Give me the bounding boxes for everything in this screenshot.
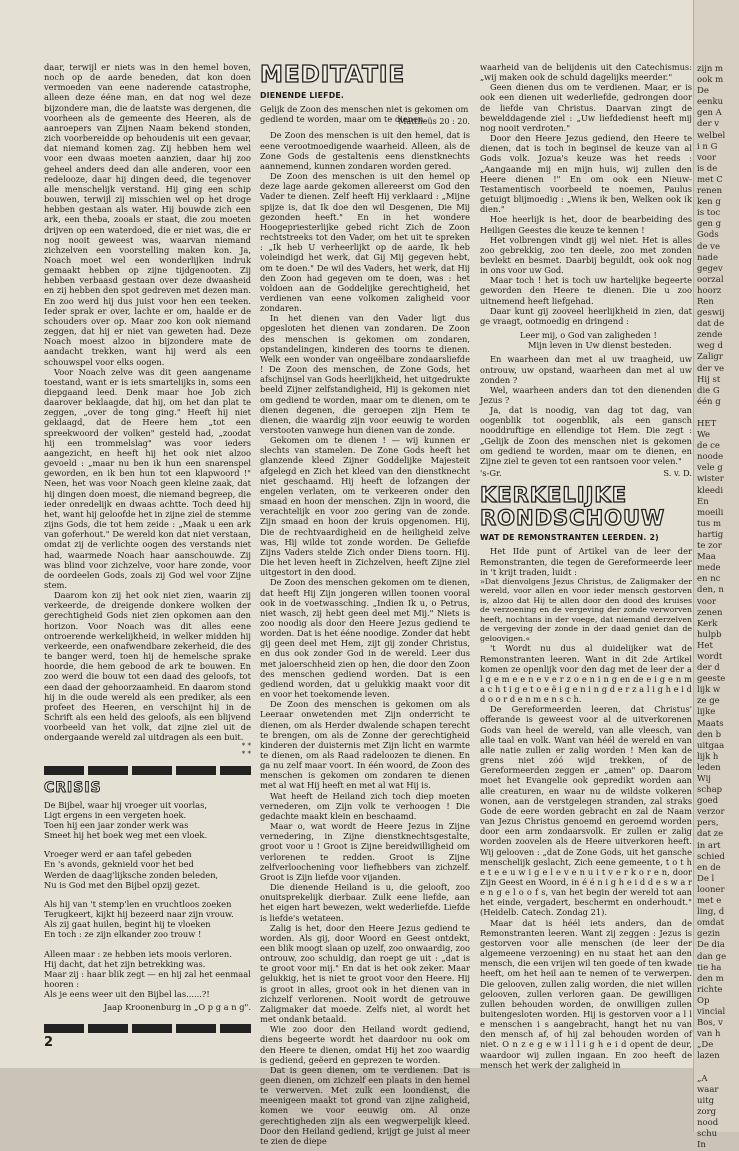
- adjacent-page-line: wister: [697, 474, 724, 485]
- signature-place: 's-Gr.: [480, 468, 502, 479]
- adjacent-page-line: Op: [697, 995, 710, 1006]
- paragraph: In het dienen van den Vader ligt dus opgesloten het dienen van zondaren. De Zoon des menschen is gekomen om zondaren, opstandelingen, kinderen des toorns te dienen. Welk een wonder van ongeëlbare zondaarsliefde ! De Zoon des menschen, de Zone Gods, het afschijnsel van Gods heerlijkheid, het uitgedrukte beeld Zijner zelfstandigheid, Hij is gekomen niet om gediend te worden, maar om te dienen, om te dienen degenen, die geroepen zijn Hem te dienen, die waardig zijn voor eeuwig te worden verstooten vanwege hun dienen van de zonde.: [260, 313, 470, 435]
- paragraph: Dat is geen dienen, om te verdienen. Dat is geen dienen, om zichzelf een plaats in den hemel te verwerven. Met zulk een loondienst, die meenigeen maakt tot grond van zijne zaligheid, komen we voor eeuwig om. Al onze gerechtigheden zijn als een wegwerpelijk kleed. Door den Heiland gediend, krijgt ge juist al meer te zien de diepe: [260, 1064, 470, 1146]
- paragraph: Het volbrengen vindt gij wel niet. Het is alles zoo gebrekkig, zoo ten deele, zoo met zonden bevlekt en besmet. Daarbij beguldt, ook ook nog in ons voor uw God.: [480, 234, 692, 276]
- paragraph: Geen dienen dus om te verdienen. Maar, er is ook een dienen uit wederliefde, gedrongen door de liefde van Christus. Daarvan zingt de bewelddagende ziel : „Uw liefdedienst heeft mij nog nooit verdroten.": [480, 82, 692, 133]
- adjacent-page-line: Zaligr: [697, 352, 723, 363]
- decorative-divider: [44, 766, 251, 775]
- adjacent-page-line: tus m: [697, 518, 722, 529]
- adjacent-page-line: met e: [697, 896, 722, 907]
- poem-line: Ligt ergens in een vergeten hoek.: [44, 809, 187, 820]
- signature-initials: S. v. D.: [663, 468, 692, 479]
- adjacent-page-line: Wij: [697, 774, 711, 784]
- section-title-rondschouw: RONDSCHOUW: [480, 506, 666, 531]
- poem-line: Hij dacht, dat het zijn betrekking was.: [44, 958, 206, 969]
- poem-line: Maar zij : haar blik zegt — en hij zal het eenmaal hooren :: [44, 968, 251, 989]
- paragraph: Wel, waarheen anders dan tot den dienenden Jezus ?: [480, 384, 692, 405]
- adjacent-page-line: den b: [697, 729, 722, 740]
- adjacent-page-line: met C: [697, 174, 723, 185]
- poem-line: Smeet hij het boek weg met een vloek.: [44, 830, 208, 841]
- paragraph: Het IIde punt of Artikel van de leer der Remonstranten, die tegen de Gereformeerde leer in 't krijt traden, luidt :: [480, 546, 692, 577]
- adjacent-page-line: verzor: [697, 807, 725, 818]
- poem-line: Als hij van 't stemp'len en vruchtloos zoeken: [44, 898, 232, 909]
- paragraph: Wie zoo door den Heiland wordt gediend, diens begeerte wordt het daardoor nu ook om den Heere te dienen, omdat Hij het zoo waardig is gediend, geëerd en geprezen te worden.: [260, 1024, 470, 1065]
- adjacent-page-line: omdat: [697, 918, 725, 929]
- adjacent-page-line: moeili: [697, 507, 724, 518]
- adjacent-page-line: uitg: [697, 1095, 715, 1106]
- paragraph: Wat heeft de Heiland zich toch diep moeten vernederen, om Zijn volk te verhoogen ! Die gedachte maakt klein en beschaamd.: [260, 790, 470, 821]
- adjacent-page-line: leden: [697, 762, 721, 773]
- adjacent-page-line: schu: [697, 1129, 718, 1139]
- adjacent-page-line: de ve: [697, 241, 721, 252]
- column-left: [44, 62, 251, 1041]
- adjacent-page-line: HET: [697, 419, 717, 429]
- adjacent-page-line: der v: [697, 119, 720, 130]
- adjacent-page-line: die G: [697, 385, 720, 396]
- adjacent-page-line: hartig: [697, 529, 724, 540]
- adjacent-page-line: schap: [697, 785, 723, 796]
- adjacent-page-line: [694, 408, 739, 419]
- paragraph: waarheid van de belijdenis uit den Catechismus: „wij maken ook de schuld dagelijks meerder.": [480, 62, 692, 83]
- adjacent-page-line: lijk h: [697, 751, 719, 762]
- adjacent-page-line: zijn m: [697, 64, 724, 74]
- paragraph: Gekomen om te dienen ! — wij kunnen er slechts van stamelen. De Zone Gods heeft het glanzende kleed Zijner Goddelijke Majesteit afgelegd en Zich het kleed van den dienstknecht niet geschaamd. Hij heeft de lofzangen der engelen verlaten, om te verkeeren onder den smaad en hoon der menschen. Zijn in woord, die verachtelijk en voor zoo gering van de zonde. Zijn smaad en hoon der kruis opgenomen. Hij, Die de rechtvaardigheid en de heiligheid zelve was, Hij wilde tot zonde worden. De Geliefde Zijns Vaders stelde Zich onder Diens toorn. Hij. Die het leven heeft in Zichzelven, heeft Zijne ziel uitgestort in den dood.: [260, 435, 470, 578]
- adjacent-page-line: zenen: [697, 607, 723, 618]
- adjacent-page-line: goed: [697, 796, 719, 807]
- paragraph: Hoe heerlijk is het, door de bearbeiding des Heiligen Geestes die keuze te kennen !: [480, 214, 692, 235]
- paragraph: En waarheen dan met al uw traagheid, uw ontrouw, uw opstand, waarheen dan met al uw zonden ?: [480, 354, 692, 385]
- adjacent-page-text: [694, 64, 739, 1151]
- adjacent-page-line: hulpb: [697, 629, 722, 640]
- adjacent-page-line: vele g: [697, 463, 723, 474]
- paragraph: De Zoon des menschen is uit den hemel op deze lage aarde gekomen allereerst om God den Vader te dienen. Zelf heeft Hij verklaard : „Mijne spijze is, dat Ik doe den wil Desgenen, Die Mij gezonden heeft." En in het wondere Hoogepriesterlijke gebed richt Zich de Zoon rechtstreeks tot den Vader, om het uit te spreken : „Ik heb U verheerlijkt op de aarde, Ik heb voleindigd het werk, dat Gij Mij gegeven hebt, om te doen." De wil des Vaders, het werk, dat Hij den Zoon had gegeven om te doen, was : het voldoen aan de Goddelijke gerechtigheid, het verdienen van eene volkomen zaligheid voor zondaren.: [260, 171, 470, 314]
- adjacent-page-line: [694, 1062, 739, 1073]
- adjacent-page-line: geswij: [697, 308, 725, 319]
- adjacent-page-line: Gods: [697, 230, 719, 241]
- adjacent-page-line: één g: [697, 396, 721, 407]
- adjacent-page-line: renen: [697, 186, 723, 197]
- paragraph: Door den Heere Jezus gediend, den Heere te dienen, dat is toch in beginsel de keuze van al Gods volk. Jozua's keuze was het reeds : „Aangaande mij en mijn huis, wij zullen den Heere dienen !" En om ook een Nieuw-Testamentisch voorbeeld te noemen, Paulus getuigt blijmoedig : „Wiens ik ben, Welken ook ik dien.": [480, 133, 692, 215]
- adjacent-page-line: Ren: [697, 296, 714, 307]
- adjacent-page-line: oorzal: [697, 274, 724, 285]
- scripture-quote: Gelijk de Zoon des menschen niet is gekomen om gediend te worden, maar om te dienen.: [260, 104, 469, 125]
- poem-line: Alleen maar : ze hebben iets moois verloren.: [44, 948, 232, 959]
- adjacent-page-line: van h: [697, 1029, 721, 1040]
- adjacent-page-line: We: [697, 430, 711, 441]
- adjacent-page-line: dat ze: [697, 829, 724, 840]
- adjacent-page-line: vincial: [697, 1006, 726, 1017]
- verse-line: Leer mij, o God van zaligheden !: [520, 330, 657, 341]
- paragraph: Zalig is het, door den Heere Jezus gediend te worden. Als gij, door Woord en Geest ontdekt, een blik moogt slaan op uzelf, zoo onwaardig, zoo ontrouw, zoo schuldig, dan roept ge uit : „dat is te groot voor mij." En dat is het ook zeker. Maar gelukkig, het is niet te groot voor den Heere. Hij is groot in alles, groot ook in het dienen van in zichzelf verlorenen. Nooit wordt de getrouwe Zaligmaker dat moede. Zelfs niet, al wordt het met ondank betaald.: [260, 922, 470, 1025]
- adjacent-page-line: lijke: [697, 707, 716, 718]
- adjacent-page-line: ken g: [697, 197, 721, 208]
- adjacent-page-line: ling, d: [697, 907, 725, 918]
- paragraph: Die dienende Heiland is u, die gelooft, zoo onuitsprekelijk dierbaar. Zulk eene liefde, aan het eigen hart bewezen, wekt wederliefde. Liefde is liefde's wetateen.: [260, 882, 470, 923]
- article-quote: »Dat dienvolgens Jezus Christus, de Zaligmaker der wereld, voor allen en voor ieder mensch gestorven is, alzoo dat Hij te allen door den dood des kruises de verzoening en de vergeving der zonde verworven heeft, nochtans in der voege, dat niemand derzelven de vergeving der zonde in der daad geniet dan de geloovigen.«: [480, 576, 692, 643]
- paragraph: Voor Noach zelve was dit geen aangename toestand, want er is iets smartelijks in, soms een diepgaand leed. Denk maar hoe Job zich daarover beklaagde, dat hij, om het dan plat te zeggen, „over de tong ging." Heeft hij niet geklaagd, dat de Heere hem „tot een spreekwoord der volken" gesteld had, „zoodat hij een trommelslag" was voor ieders aangezicht, en heeft hij het ook niet alzoo gevoeld : „maar nu ben ik hun een snarenspel geworden, en ik ben hun tot een klapwoord !" Neen, het was voor Noach geen kleine zaak, dat hij dingen doen moest, die niemand begreep, die ieder onredelijk en dwaas achtte. Toch deed hij het, want hij geloofde het in zijne ziel de stemme zijns Gods, die tot hem zeide : „Maak u een ark van goferhout." De wereld kon dat niet verstaan, omdat zij de verlichte oogen des verstands niet had, waarmede Noach haar aanschouwde. Zij was blind voor zichzelve, voor hare zonde, voor de oordeelen Gods, zoals zij God wel voor Zijne stem.: [44, 366, 251, 590]
- adjacent-page-line: voor: [697, 152, 717, 163]
- adjacent-page-line: De: [697, 86, 709, 97]
- adjacent-page-line: gen A: [697, 108, 722, 119]
- section-subtitle: DIENENDE LIEFDE.: [260, 91, 345, 100]
- adjacent-page-line: ze ge: [697, 696, 720, 707]
- paragraph: Ja, dat is noodig, van dag tot dag, van oogenblik tot oogenblik, als een gansch nooddruftige en ellendige tot Hem. Die zegt : „Gelijk de Zoon des menschen niet is gekomen om gediend te worden, maar om te dienen, en Zijne ziel te geven tot een rantsoen voor velen.": [480, 405, 692, 466]
- adjacent-page-line: te zor: [697, 541, 722, 552]
- adjacent-page-line: tie ha: [697, 962, 722, 973]
- adjacent-page-line: der ve: [697, 363, 725, 374]
- adjacent-page-line: noode: [697, 452, 724, 463]
- poem-crisis: [44, 800, 251, 1013]
- adjacent-page-line: gezin: [697, 929, 721, 940]
- adjacent-page-line: eenku: [697, 97, 724, 108]
- paragraph: Maar dat is héél iets anders, dan de Remonstranten leeren. Want zij zeggen : Jezus is gestorven voor alle menschen (de leer der algemeene verzoening) en nu staat het aan den mensch, die een vrijen wil ten goede of ten kwade heeft, om het heil aan te nemen of te verwerpen. Die gelooven, zullen zalig worden, die niet willen gelooven, zullen verloren gaan. De gewilligen zullen behouden worden, de onwilligen zullen buitengesloten worden. Hij is gestorven voor a l l e menschen i s aangebracht, hangt het nu van den mensch af, of hij zal behouden worden of niet. O n z e g e w i l l i g h e i d opent de deur, waardoor wij zullen ingaan. En zoo heeft de mensch het werk der zaligheid in: [480, 917, 692, 1070]
- adjacent-page-line: hoorz: [697, 285, 722, 296]
- adjacent-page-line: dat de: [697, 319, 725, 330]
- adjacent-page-line: looner: [697, 884, 725, 895]
- adjacent-page-line: Het: [697, 640, 713, 651]
- adjacent-page-line: „A: [697, 1073, 708, 1084]
- adjacent-page-line: en nc: [697, 574, 721, 585]
- poem-line: Werden de daag'lijksche zonden beleden,: [44, 869, 219, 880]
- verse: [520, 330, 692, 350]
- poem-line: Terugkeert, kijkt hij bezeerd naar zijn vrouw.: [44, 909, 234, 920]
- adjacent-page-line: waar: [697, 1084, 719, 1095]
- poem-line: Als zij gaat huilen, begint hij te vloeken: [44, 919, 211, 930]
- adjacent-page-line: ook m: [697, 75, 724, 86]
- adjacent-page-line: dan ge: [697, 951, 727, 962]
- poem-line: Vroeger werd er aan tafel gebeden: [44, 849, 192, 860]
- adjacent-page-line: is de: [697, 163, 718, 174]
- adjacent-page-line: Hij st: [697, 374, 721, 385]
- adjacent-page-line: wordt: [697, 651, 723, 662]
- section-title-kerkelijke: KERKELIJKE: [480, 483, 628, 508]
- adjacent-page-line: welbel: [697, 130, 726, 141]
- adjacent-page-line: Bos, v: [697, 1018, 723, 1029]
- adjacent-page-line: den, n: [697, 585, 724, 596]
- column-right: [480, 62, 692, 1070]
- adjacent-page-line: i n G: [697, 141, 718, 152]
- adjacent-page-line: zorg: [697, 1106, 717, 1117]
- article-signature: [480, 468, 692, 478]
- paragraph: De Gereformeerden leeren, dat Christus' offerande is geweest voor al de uitverkorenen Gods van heel de wereld, van alle vleesch, van alle taal en volk. Want van héél de wereld en van alle natie zullen er zalig worden ! Men kan de grens niet zóó wijd trekken, of de Gereformeerden zeggen er „amen" op. Daarom moet het Evangelie ook gepredikt worden aan alle creaturen, en waar nu de wildste volkeren wonen, aan de verstgelegen stranden, zal straks Gode de eere worden gebracht en zal de Naam van Jezus Christus genoemd en geroemd worden door een arm zondaarsvolk. Er zullen er zalig worden zoovelen als de Heere uitverkoren heeft. Wij gelooven : „dat de Zone Gods, uit het gansche menschelijk geslacht, Zich eene gemeente, t o t h e t e e u w i g e l e v e n u i t v e r k o r e n, door Zijn Geest en Woord, in é é n i g h e i d d e s w a r e n g e l o o f s, van het begin der wereld tot aan het einde, vergadert, beschermt en onderhoudt." (Heidelb. Catech. Zondag 21).: [480, 704, 692, 918]
- adjacent-page-line: En: [697, 496, 709, 507]
- poem-line: En 's avonds, geknield voor het bed: [44, 859, 194, 870]
- adjacent-page-line: „De: [697, 1040, 714, 1051]
- poem-line: De Bijbel, waar hij vroeger uit voorlas,: [44, 799, 207, 810]
- adjacent-page-line: gegev: [697, 263, 723, 274]
- paragraph: Maar toch ! het is toch uw hartelijke begeerte geworden den Heere te dienen. Die u zoo uitnemend heeft liefgehad.: [480, 275, 692, 306]
- paragraph: Daar kunt gij zooveel heerlijkheid in zien, dat ge vraagt, ootmoedig en dringend :: [480, 305, 692, 326]
- paragraph: Maar o, wat wordt de Heere Jezus in Zijne vernedering, in Zijne dienstknechtsgestalte, groot voor u ! Groot is Zijne bereidwilligheid om verlorenen te redden. Groot is Zijne zelfverloochening voor liefhebbers van zichzelf. Groot is Zijn liefde voor vijanden.: [260, 821, 470, 882]
- adjacent-page-line: De l: [697, 873, 715, 884]
- verse-line: Mijn leven in Uw dienst besteden.: [528, 340, 672, 351]
- poem-title: CRISIS: [44, 780, 102, 797]
- poem-author: Jaap Kroonenburg in „O p g a n g".: [103, 1002, 251, 1013]
- adjacent-page-line: schied: [697, 851, 725, 862]
- adjacent-page-line: richte: [697, 984, 723, 995]
- adjacent-page-line: zende: [697, 330, 723, 341]
- adjacent-page-line: den m: [697, 973, 724, 984]
- adjacent-page-line: Maa: [697, 552, 716, 563]
- section-title-meditatie: MEDITATIE: [260, 62, 406, 88]
- adjacent-page-edge: [693, 0, 739, 1151]
- decorative-divider: [44, 1024, 251, 1033]
- adjacent-page-line: lazen: [697, 1051, 720, 1062]
- section-subtitle: WAT DE REMONSTRANTEN LEERDEN. 2): [480, 533, 659, 543]
- paragraph: Daarom kon zij het ook niet zien, waarin zij verkeerde, de dreigende donkere wolken der gerechtigheid Gods niet zien opkomen aan den horizon. Voor Noach was dit alles eene ontroerende werkelijkheid, in welker midden hij verkeerde, een onafwendbare zekerheid, die des te banger werd, toen hij de hemelsche sprake hoorde, die hem gebood de ark te bouwen. En zoo werd die bouw tot een daad des geloofs, tot een daad der gehoorzaamheid. En daarom stond hij in die oude wereld als een prediker, als een profeet des Heeren, en verschijnt hij in de Schrift als een held des geloofs, als een blijvend voorbeeld van het volk, dat zijne ziel uit de ondergaande wereld zal uitdragen als een buit.: [44, 590, 251, 743]
- adjacent-page-line: Kerk: [697, 618, 718, 629]
- adjacent-page-line: mede: [697, 563, 721, 574]
- adjacent-page-line: uitgaa: [697, 740, 725, 751]
- adjacent-page-line: kleedi: [697, 485, 724, 496]
- adjacent-page-line: lijk w: [697, 685, 721, 696]
- adjacent-page-line: nade: [697, 252, 719, 263]
- adjacent-page-line: der d: [697, 663, 720, 674]
- adjacent-page-line: nood: [697, 1117, 719, 1128]
- adjacent-page-line: gen g: [697, 219, 722, 230]
- poem-line: En toch : ze zijn elkander zoo trouw !: [44, 929, 202, 940]
- adjacent-page-line: voor: [697, 596, 717, 607]
- adjacent-page-line: en de: [697, 862, 721, 873]
- paragraph: De Zoon des menschen is gekomen om als Leeraar onwetenden met Zijn onderricht te dienen, om als Herder dwalende schapen terecht te brengen, om als de Zonne der gerechtigheid kinderen der duisternis met Zijn licht en warmte te dienen, om als Raad radeloozen te dienen. En ga nu zelf maar voort. In één woord, de Zoon des menschen is gekomen om zondaren te dienen met al wat Hij heeft en met al wat Hij is.: [260, 699, 470, 791]
- adjacent-page-line: pers,: [697, 818, 719, 829]
- column-middle: [260, 62, 470, 1146]
- poem-line: Toen hij een jaar zonder werk was: [44, 819, 189, 830]
- poem-line: Als je eens weer uit den Bijbel las......?!: [44, 989, 210, 1000]
- paragraph: daar, terwijl er niets was in den hemel boven, noch op de aarde beneden, dat kon doen vermoeden van eene naderende catastrophe, alleen deze ééne man, en dat nog wel deze bijzondere man, die de laatste was dergenen, die voorheen als de gemeente des Heeren, als de aanroepers van Zijnen Naam bekend stonden, zich voorbereidde op behoudenis uit een gevaar, dat niemand komen zag. Zij hebben hem wel voor een dwaas moeten aanzien, daar hij zoo geheel anders deed dan alle anderen, voor een redelooze, daar hij dingen deed, die tegenover alle menschelijk verstand. Hij ging een schip bouwen, terwijl zij misschien wel op het droge hebben gestaan als water. Hij bouwde zich een ark, een theba, zooals er staat, die zou moeten drijven op een waterdoed, die er niet was, die er nog nooit geweest was, waarvan niemand zichzelven een voorstelling maken kon. Ja, Noach moet wel een wonderlijken indruk gemaakt hebben op zijne tijdgenooten. Zij hebben verbaasd gestaan over deze dwaasheid en zij hebben den spot gedreven met dezen man. En zoo werd hij dus juist voor hen een teeken. Ieder sprak er over, lachte er om, haalde er de schouders over op. Maar zoo kon ook niemand zeggen, dat hij er niet van geweten had. Deze Noach moest alzoo in bijzondere mate de aandacht trekken, want hij werd als een schouwspel voor elks oogen.: [44, 62, 251, 367]
- paragraph: De Zoon des menschen is uit den hemel, dat is eene verootmoedigende waarheid. Alleen, als de Zone Gods de gestaltenis eens dienstknechts aannemend, kunnen zondaren worden gered.: [260, 130, 470, 171]
- adjacent-page-line: de ce: [697, 441, 720, 452]
- adjacent-page-line: De dia: [697, 940, 725, 951]
- adjacent-page-line: weg d: [697, 341, 723, 352]
- adjacent-page-line: In: [697, 1140, 706, 1151]
- poem-line: Nu is God met den Bijbel opzij gezet.: [44, 879, 201, 890]
- adjacent-page-line: geeste: [697, 674, 726, 685]
- section-asterisks: * * * *: [241, 742, 251, 759]
- page-number: 2: [44, 1035, 54, 1050]
- adjacent-page-line: in art: [697, 840, 721, 851]
- adjacent-page-line: is toc: [697, 208, 721, 219]
- paragraph: 't Wordt nu dus al duidelijker wat de Remonstranten leeren. Want in dit 2de Artikel komen ze openlijk voor den dag met de leer der a l g e m e e n e v e r z o e n i n g en de e i g e n m a c h t i g e t o e ë i g e n i n g d e r z a l i g h e i d d o o r d e n m e n s c h.: [480, 643, 692, 705]
- adjacent-page-line: Maats: [697, 718, 724, 729]
- paragraph: De Zoon des menschen gekomen om te dienen, dat heeft Hij Zijn jongeren willen toonen vooral ook in de voetwassching. „Indien Ik u, o Petrus, niet wasch, zij hebt geen deel met Mij." Niets is zoo noodig als door den Heere Jezus gediend te worden. Dat is het ééne noodige. Zonder dat hebt gij geen deel met Hem, zijt gij zonder Christus, en dus ook zonder God in de wereld. Leer dus met jaloerschheid zien op hen, die door den Zoon des menschen gediend worden. Dat is een gediend worden, dat u gelukkig maakt voor dit en voor het toekomende leven.: [260, 577, 470, 700]
- scripture-reference: Mattheüs 20 : 20.: [398, 117, 470, 127]
